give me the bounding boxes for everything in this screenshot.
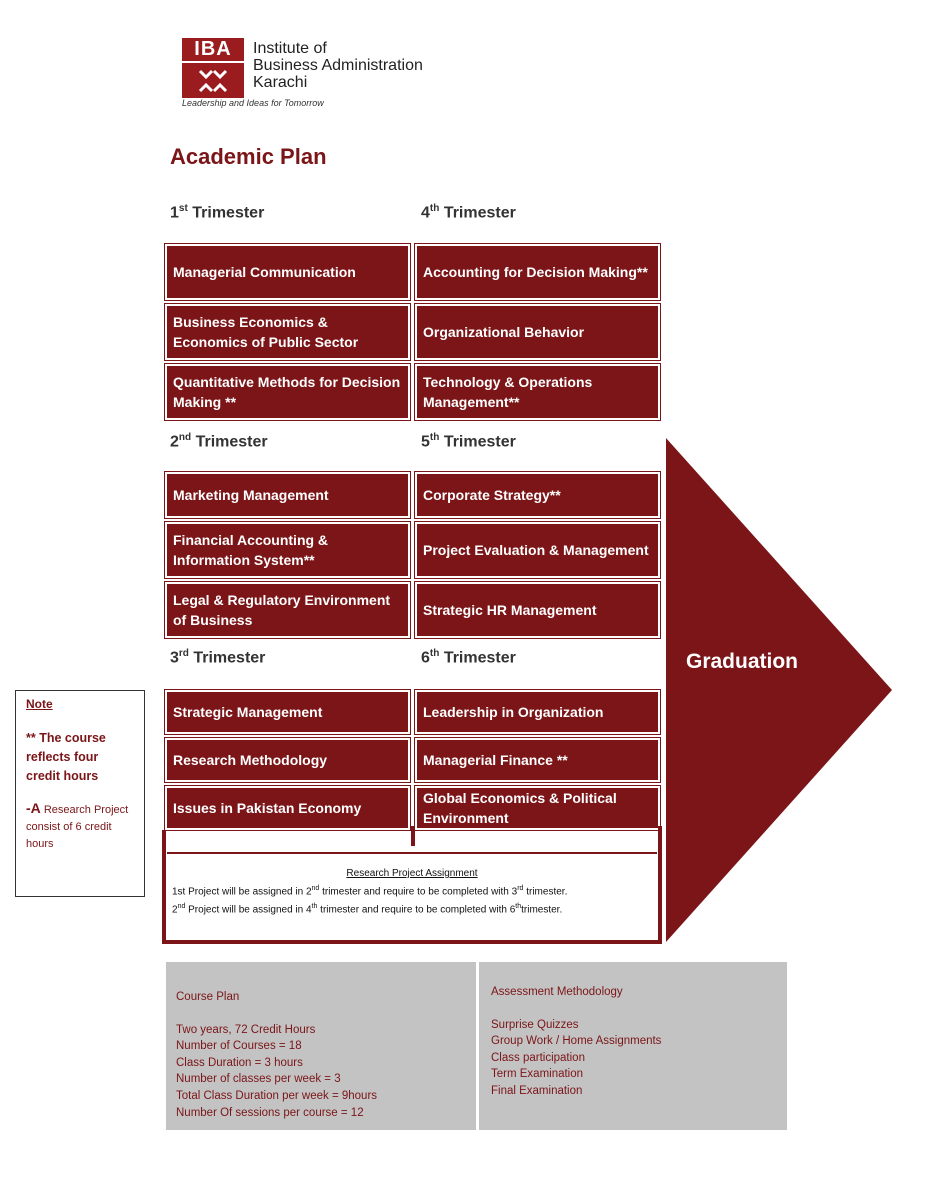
iba-logo: [182, 38, 244, 98]
course-box: Marketing Management: [165, 472, 410, 518]
graduation-arrow: [666, 438, 892, 942]
logo-divider: [182, 61, 244, 63]
course-plan-item: Number of classes per week = 3: [176, 1073, 341, 1086]
logo-name-line: Institute of: [253, 40, 327, 57]
research-project-box: [167, 852, 657, 939]
note-credit-hours: ** The course reflects four credit hours: [26, 731, 106, 783]
assessment-item: Group Work / Home Assignments: [491, 1035, 662, 1048]
course-plan-item: Total Class Duration per week = 9hours: [176, 1089, 378, 1102]
course-box: Financial Accounting & Information System**: [165, 522, 410, 578]
trimester-heading-2: 2nd Trimester: [170, 432, 268, 451]
course-plan-item: Number Of sessions per course = 12: [176, 1106, 364, 1119]
note-box: [15, 690, 145, 897]
logo-tagline: Leadership and Ideas for Tomorrow: [182, 98, 324, 108]
course-box: Strategic Management: [165, 690, 410, 734]
note-research-project: -A Research Project consist of 6 credit hours: [26, 800, 129, 850]
course-box: Research Methodology: [165, 738, 410, 782]
assessment-title: Assessment Methodology: [491, 986, 623, 998]
course-box: Issues in Pakistan Economy: [165, 786, 410, 830]
research-line-1: 1st Project will be assigned in 2nd trimester and require to be completed with 3rd trimester.: [172, 885, 568, 898]
frame-tick: [658, 826, 662, 846]
course-box: Managerial Finance **: [415, 738, 660, 782]
trimester-heading-4: 4th Trimester: [421, 203, 516, 222]
course-box: Project Evaluation & Management: [415, 522, 660, 578]
assessment-item: Surprise Quizzes: [491, 1018, 579, 1031]
course-box: Global Economics & Political Environment: [415, 786, 660, 830]
logo-name-line: Business Administration: [253, 57, 423, 74]
trimester-heading-3: 3rd Trimester: [170, 648, 266, 667]
course-plan-panel: [166, 962, 476, 1130]
note-title: Note: [26, 697, 53, 711]
course-plan-title: Course Plan: [176, 991, 240, 1003]
course-box: Business Economics & Economics of Public Sector: [165, 304, 410, 360]
course-box: Managerial Communication: [165, 244, 410, 300]
course-box: Leadership in Organization: [415, 690, 660, 734]
assessment-item: Class participation: [491, 1051, 585, 1064]
trimester-heading-5: 5th Trimester: [421, 432, 516, 451]
course-plan-list: [176, 1022, 466, 1122]
assessment-item: Final Examination: [491, 1084, 583, 1097]
logo-mark: IBA: [194, 38, 232, 60]
logo-name-line: Karachi: [253, 74, 308, 91]
research-line-2: 2nd Project will be assigned in 4th trimester and require to be completed with 6thtrimester.: [172, 903, 563, 916]
page-title: Academic Plan: [170, 144, 327, 169]
assessment-item: Term Examination: [491, 1068, 584, 1081]
course-box: Organizational Behavior: [415, 304, 660, 360]
trimester-heading-6: 6th Trimester: [421, 648, 516, 667]
logo-arrows-icon: [197, 68, 229, 94]
course-box: Legal & Regulatory Environment of Business: [165, 582, 410, 638]
course-box: Technology & Operations Management**: [415, 364, 660, 420]
course-plan-item: Number of Courses = 18: [176, 1040, 302, 1053]
course-box: Quantitative Methods for Decision Making **: [165, 364, 410, 420]
assessment-panel: [479, 962, 787, 1130]
trimester-heading-1: 1st Trimester: [170, 203, 265, 222]
assessment-list: [491, 1017, 775, 1100]
graduation-label: Graduation: [686, 650, 799, 673]
logo-institute-name: [253, 40, 423, 91]
course-box: Strategic HR Management: [415, 582, 660, 638]
course-box: Accounting for Decision Making**: [415, 244, 660, 300]
course-plan-item: Two years, 72 Credit Hours: [176, 1023, 316, 1036]
course-plan-item: Class Duration = 3 hours: [176, 1056, 303, 1069]
frame-tick: [411, 826, 415, 846]
research-title: Research Project Assignment: [346, 868, 478, 879]
course-box: Corporate Strategy**: [415, 472, 660, 518]
